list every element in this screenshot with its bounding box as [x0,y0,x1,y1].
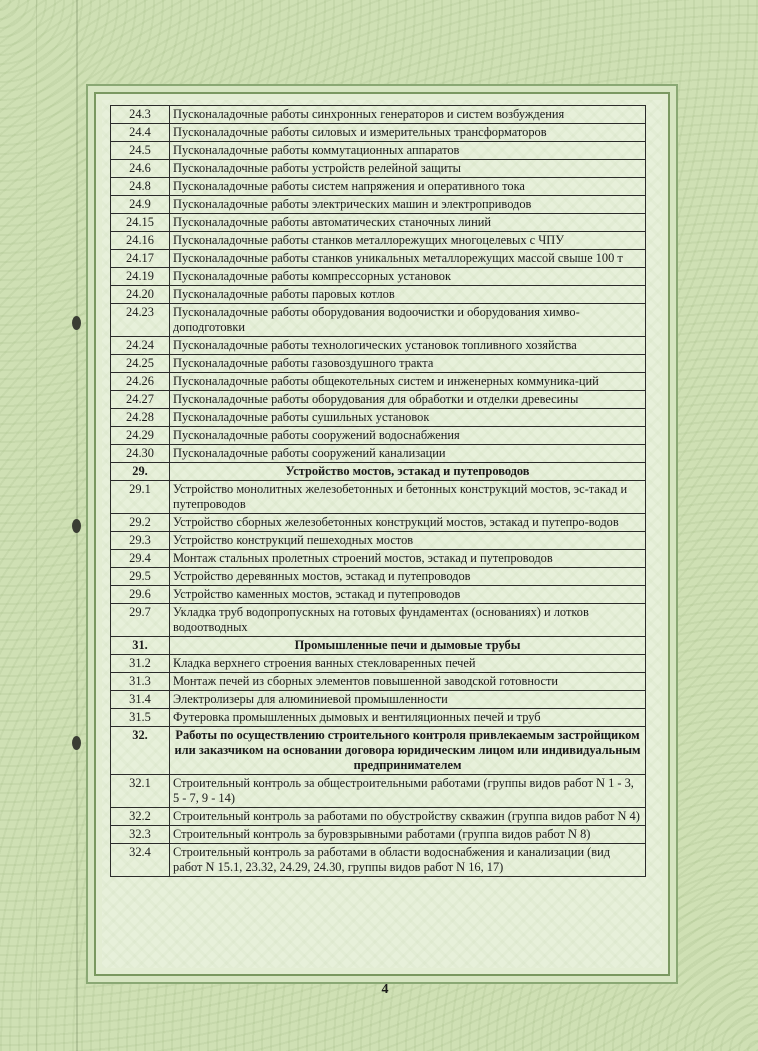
work-code-cell: 24.8 [111,178,170,196]
section-header-row [111,637,646,655]
table-row [111,178,646,196]
work-description-cell: Пусконаладочные работы электрических машин и электроприводов [170,196,646,214]
table-row [111,550,646,568]
table-row [111,142,646,160]
work-types-table [110,105,646,877]
table-row [111,691,646,709]
table-row [111,106,646,124]
work-code-cell: 29.6 [111,586,170,604]
table-row [111,250,646,268]
work-description-cell: Пусконаладочные работы паровых котлов [170,286,646,304]
table-row [111,409,646,427]
work-description-cell: Строительный контроль за работами в области водоснабжения и канализации (вид работ N 15.1, 23.32, 24.29, 24.30, группы видов работ N 16, 17) [170,844,646,877]
work-code-cell: 24.27 [111,391,170,409]
table-row [111,481,646,514]
table-row [111,268,646,286]
work-code-cell: 31.5 [111,709,170,727]
table-row [111,514,646,532]
table-row [111,586,646,604]
table-row [111,337,646,355]
work-description-cell: Пусконаладочные работы сооружений водоснабжения [170,427,646,445]
work-description-cell: Футеровка промышленных дымовых и вентиляционных печей и труб [170,709,646,727]
work-code-cell: 24.9 [111,196,170,214]
work-description-cell: Устройство деревянных мостов, эстакад и путепроводов [170,568,646,586]
work-description-cell: Укладка труб водопропускных на готовых фундаментах (основаниях) и лотков водоотводных [170,604,646,637]
work-code-cell: 32.3 [111,826,170,844]
work-description-cell: Пусконаладочные работы устройств релейной защиты [170,160,646,178]
table-row [111,304,646,337]
work-code-cell: 32.1 [111,775,170,808]
work-description-cell: Пусконаладочные работы систем напряжения и оперативного тока [170,178,646,196]
work-description-cell: Пусконаладочные работы газовоздушного тракта [170,355,646,373]
work-description-cell: Устройство монолитных железобетонных и бетонных конструкций мостов, эс-такад и путепроводов [170,481,646,514]
work-code-cell: 31. [111,637,170,655]
work-code-cell: 24.20 [111,286,170,304]
section-title-cell: Работы по осуществлению строительного контроля привлекаемым застройщиком или заказчиком на основании договора юридическим лицом или индивидуальным предпринимателем [170,727,646,775]
work-code-cell: 29.3 [111,532,170,550]
table-row [111,844,646,877]
work-code-cell: 24.5 [111,142,170,160]
work-code-cell: 29.5 [111,568,170,586]
punch-hole [72,736,81,750]
work-code-cell: 24.19 [111,268,170,286]
work-description-cell: Монтаж печей из сборных элементов повышенной заводской готовности [170,673,646,691]
table-row [111,655,646,673]
work-description-cell: Пусконаладочные работы силовых и измерительных трансформаторов [170,124,646,142]
section-header-row [111,727,646,775]
work-code-cell: 32.4 [111,844,170,877]
table-row [111,124,646,142]
work-description-cell: Пусконаладочные работы коммутационных аппаратов [170,142,646,160]
work-code-cell: 24.17 [111,250,170,268]
work-description-cell: Пусконаладочные работы станков металлорежущих многоцелевых с ЧПУ [170,232,646,250]
table-row [111,355,646,373]
section-title-cell: Промышленные печи и дымовые трубы [170,637,646,655]
table-row [111,214,646,232]
table-row [111,568,646,586]
work-description-cell: Строительный контроль за буровзрывными работами (группа видов работ N 8) [170,826,646,844]
table-row [111,286,646,304]
work-code-cell: 24.28 [111,409,170,427]
table-row [111,196,646,214]
work-description-cell: Пусконаладочные работы оборудования для обработки и отделки древесины [170,391,646,409]
work-code-cell: 29.2 [111,514,170,532]
work-code-cell: 31.3 [111,673,170,691]
work-code-cell: 24.15 [111,214,170,232]
work-code-cell: 24.24 [111,337,170,355]
work-code-cell: 31.4 [111,691,170,709]
work-description-cell: Устройство сборных железобетонных конструкций мостов, эстакад и путепро-водов [170,514,646,532]
work-code-cell: 24.29 [111,427,170,445]
work-description-cell: Пусконаладочные работы синхронных генераторов и систем возбуждения [170,106,646,124]
work-code-cell: 32. [111,727,170,775]
work-code-cell: 24.23 [111,304,170,337]
work-description-cell: Монтаж стальных пролетных строений мостов, эстакад и путепроводов [170,550,646,568]
table-row [111,427,646,445]
work-description-cell: Строительный контроль за общестроительными работами (группы видов работ N 1 - 3, 5 - 7, 9 - 14) [170,775,646,808]
work-code-cell: 29.7 [111,604,170,637]
table-row [111,445,646,463]
work-description-cell: Пусконаладочные работы автоматических станочных линий [170,214,646,232]
work-description-cell: Пусконаладочные работы станков уникальных металлорежущих массой свыше 100 т [170,250,646,268]
work-code-cell: 24.3 [111,106,170,124]
work-description-cell: Устройство каменных мостов, эстакад и путепроводов [170,586,646,604]
table-row [111,160,646,178]
table-row [111,673,646,691]
punch-hole [72,519,81,533]
page-edge [36,0,37,1051]
work-description-cell: Пусконаладочные работы общекотельных систем и инженерных коммуника-ций [170,373,646,391]
work-description-cell: Устройство конструкций пешеходных мостов [170,532,646,550]
table-row [111,373,646,391]
page-number: 4 [381,982,389,997]
work-code-cell: 31.2 [111,655,170,673]
work-code-cell: 24.30 [111,445,170,463]
work-code-cell: 24.6 [111,160,170,178]
work-description-cell: Электролизеры для алюминиевой промышленности [170,691,646,709]
work-description-cell: Строительный контроль за работами по обустройству скважин (группа видов работ N 4) [170,808,646,826]
section-header-row [111,463,646,481]
work-description-cell: Пусконаладочные работы оборудования водоочистки и оборудования химво-доподготовки [170,304,646,337]
table-row [111,826,646,844]
table-row [111,391,646,409]
table-row [111,808,646,826]
work-description-cell: Кладка верхнего строения ванных стекловаренных печей [170,655,646,673]
work-types-table-body [111,106,646,877]
work-code-cell: 32.2 [111,808,170,826]
work-description-cell: Пусконаладочные работы сооружений канализации [170,445,646,463]
work-code-cell: 29. [111,463,170,481]
work-code-cell: 24.4 [111,124,170,142]
work-description-cell: Пусконаладочные работы сушильных установок [170,409,646,427]
work-code-cell: 29.4 [111,550,170,568]
table-row [111,709,646,727]
work-code-cell: 24.26 [111,373,170,391]
work-description-cell: Пусконаладочные работы технологических установок топливного хозяйства [170,337,646,355]
table-row [111,775,646,808]
section-title-cell: Устройство мостов, эстакад и путепроводов [170,463,646,481]
table-row [111,532,646,550]
punch-hole [72,316,81,330]
work-code-cell: 29.1 [111,481,170,514]
work-description-cell: Пусконаладочные работы компрессорных установок [170,268,646,286]
work-code-cell: 24.25 [111,355,170,373]
table-row [111,232,646,250]
table-row [111,604,646,637]
work-code-cell: 24.16 [111,232,170,250]
